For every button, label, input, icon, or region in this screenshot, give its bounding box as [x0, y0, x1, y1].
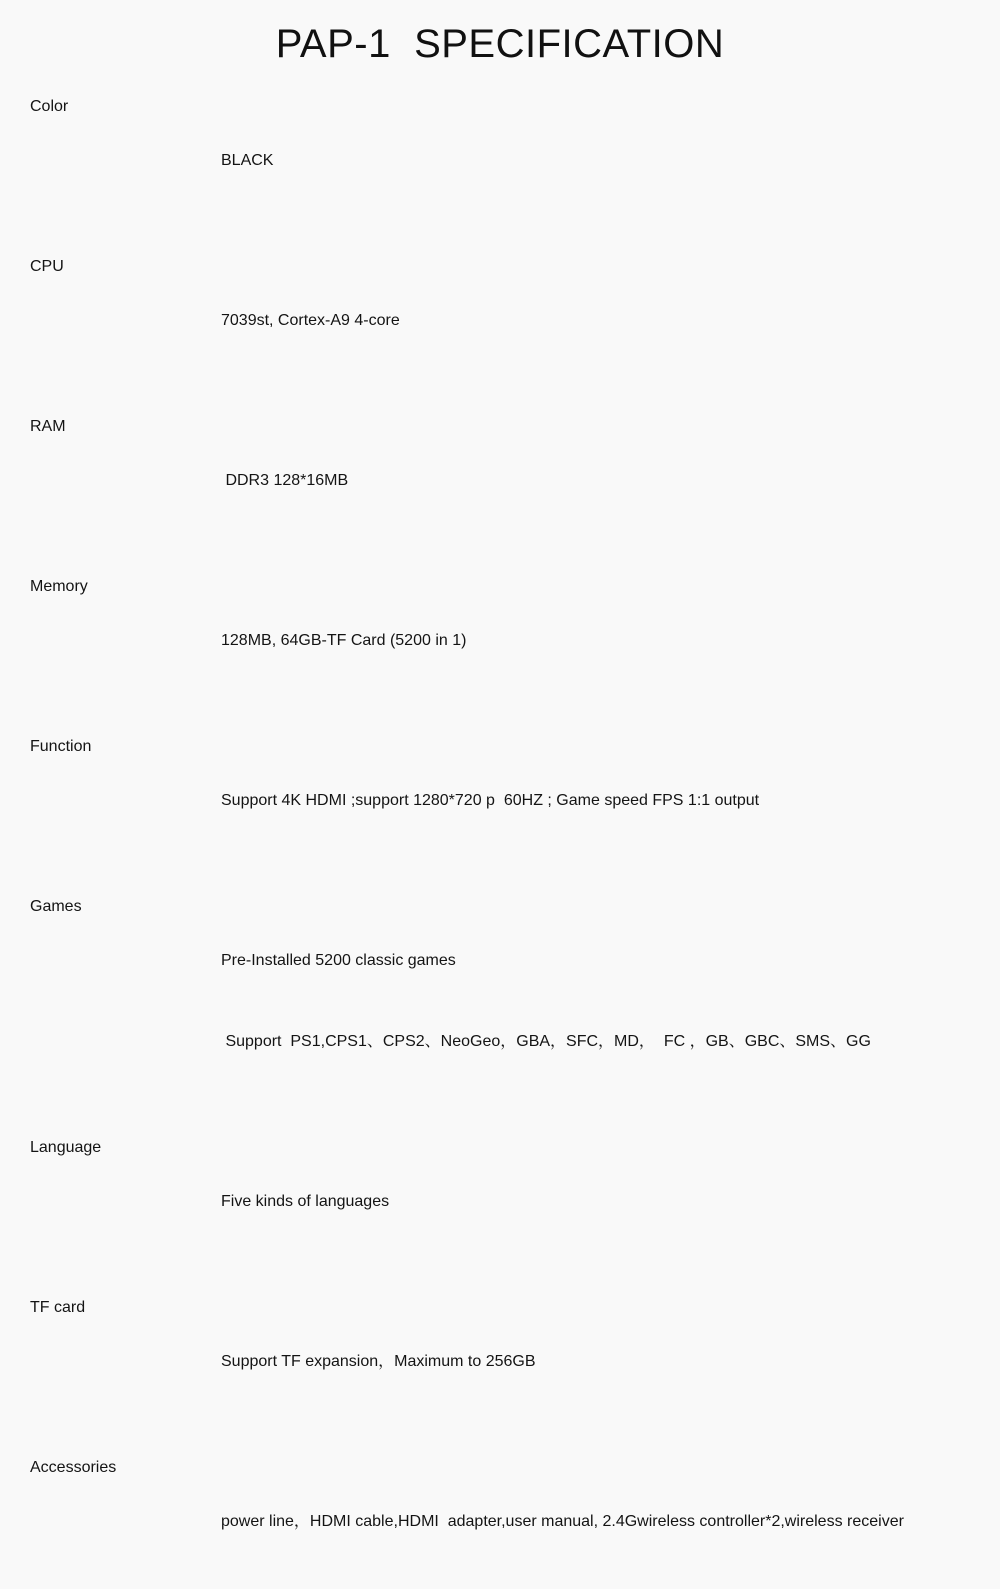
spec-value [221, 253, 970, 388]
spec-row-memory [30, 573, 970, 708]
spec-row-tf-card [30, 1294, 970, 1429]
spec-value [221, 413, 970, 548]
spec-value [221, 93, 970, 228]
spec-value-line: BLACK [221, 152, 274, 169]
spec-row-games [30, 893, 970, 1109]
spec-value [221, 1454, 970, 1589]
spec-label: TF card [30, 1299, 86, 1316]
spec-value-line: Five kinds of languages [221, 1193, 390, 1210]
spec-value-line: Support PS1,CPS1、CPS2、NeoGeo，GBA，SFC，MD， FC ，GB、GBC、SMS、GG [221, 1033, 871, 1050]
spec-value-line: 7039st, Cortex-A9 4-core [221, 312, 400, 329]
spec-value [221, 1294, 970, 1429]
spec-value-line: Support 4K HDMI ;support 1280*720 p 60HZ ; Game speed FPS 1:1 output [221, 792, 760, 809]
spec-label: RAM [30, 418, 66, 435]
spec-row-language [30, 1134, 970, 1269]
page-title: PAP-1 SPECIFICATION [275, 22, 725, 66]
spec-value [221, 893, 970, 1109]
spec-row-function [30, 733, 970, 868]
spec-row-ram [30, 413, 970, 548]
spec-value-line: power line，HDMI cable,HDMI adapter,user manual, 2.4Gwireless controller*2,wireless receiver [221, 1513, 904, 1530]
spec-label: Language [30, 1139, 102, 1156]
spec-value [221, 733, 970, 868]
spec-row-accessories [30, 1454, 970, 1589]
spec-label: CPU [30, 258, 64, 275]
spec-row-cpu [30, 253, 970, 388]
spec-label: Function [30, 738, 92, 755]
spec-label: Accessories [30, 1459, 117, 1476]
spec-label: Games [30, 898, 82, 915]
spec-row-color [30, 93, 970, 228]
spec-label: Color [30, 98, 69, 115]
spec-value-line: DDR3 128*16MB [221, 472, 349, 489]
spec-value [221, 573, 970, 708]
spec-value [221, 1134, 970, 1269]
spec-value-line: 128MB, 64GB-TF Card (5200 in 1) [221, 632, 467, 649]
spec-value-line: Support TF expansion，Maximum to 256GB [221, 1353, 536, 1370]
spec-label: Memory [30, 578, 88, 595]
spec-value-line: Pre-Installed 5200 classic games [221, 952, 456, 969]
spec-table [30, 93, 970, 1589]
